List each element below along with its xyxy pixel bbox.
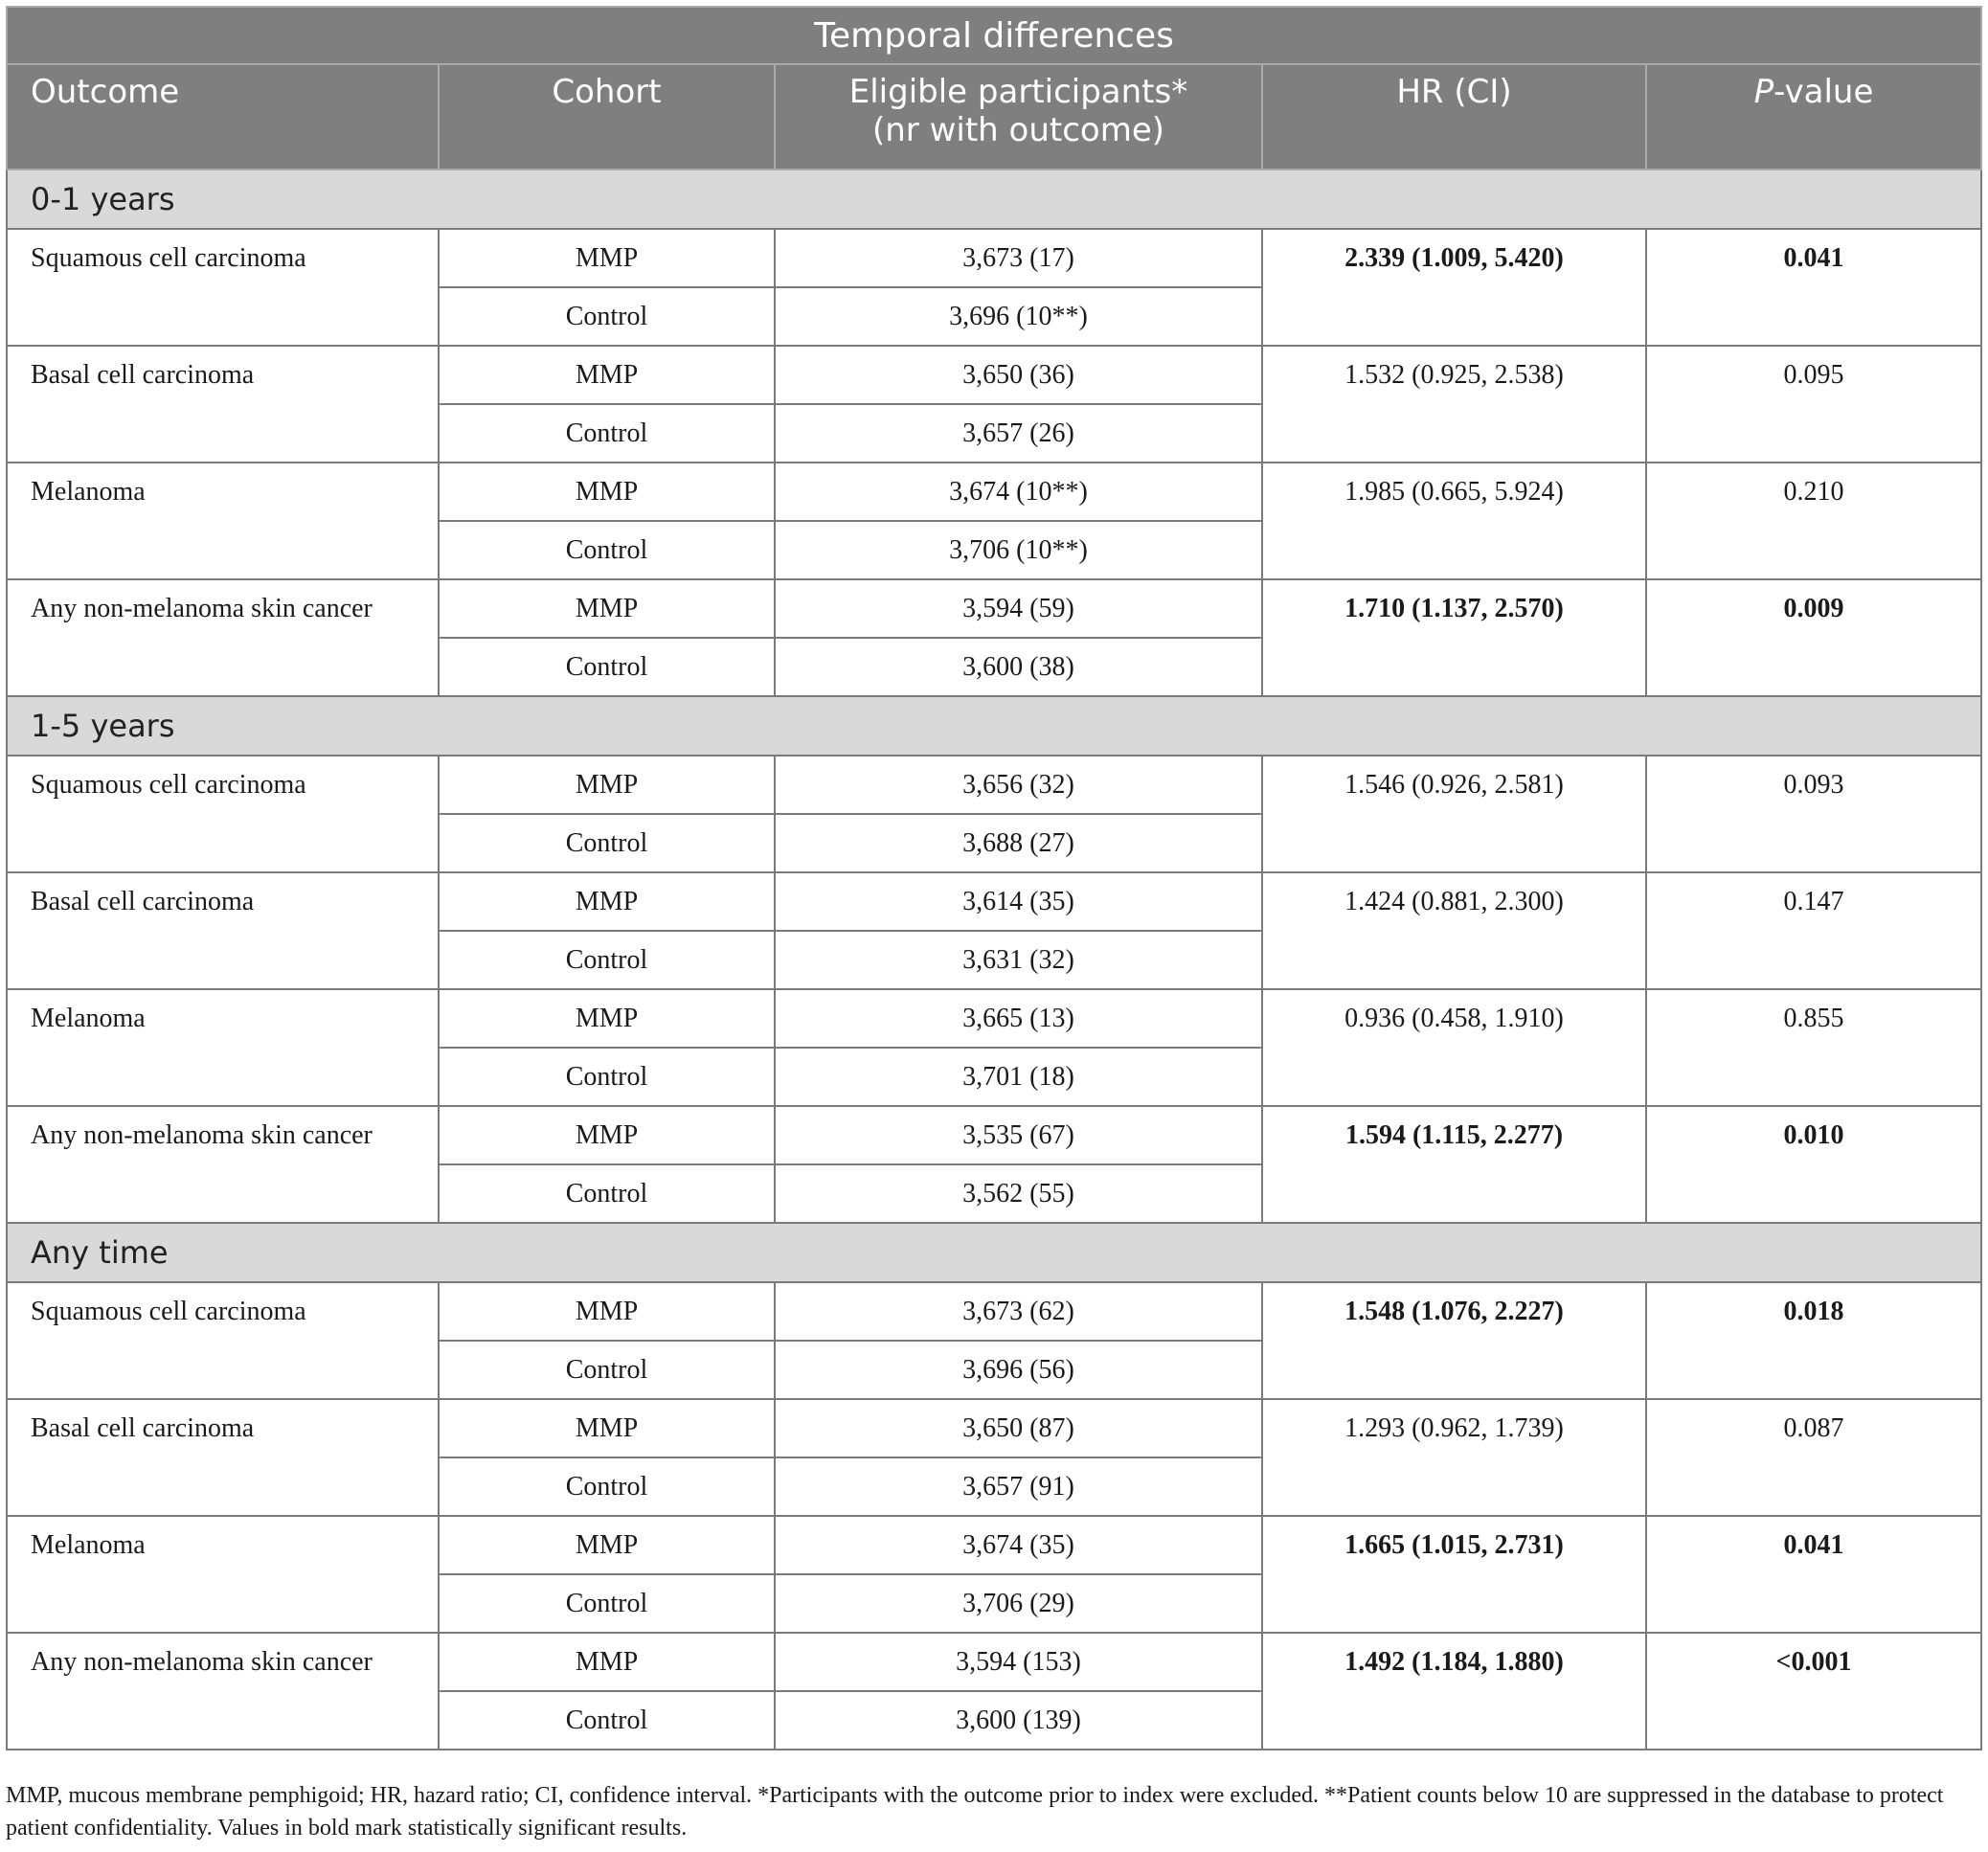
eligible-cell: 3,657 (26): [775, 404, 1262, 463]
hr-ci-cell: 1.546 (0.926, 2.581): [1262, 756, 1646, 872]
eligible-cell: 3,673 (62): [775, 1282, 1262, 1341]
hr-ci-cell: 1.985 (0.665, 5.924): [1262, 463, 1646, 579]
p-value-cell: 0.041: [1646, 229, 1981, 346]
outcome-cell: Squamous cell carcinoma: [7, 229, 439, 346]
cohort-cell: Control: [439, 1341, 775, 1399]
table-row: [7, 989, 1981, 1048]
cohort-cell: Control: [439, 931, 775, 989]
table-row: [7, 872, 1981, 931]
p-value-cell: 0.095: [1646, 346, 1981, 463]
header-p-prefix: P: [1753, 73, 1774, 111]
p-value-cell: 0.010: [1646, 1106, 1981, 1223]
hr-ci-cell: 1.548 (1.076, 2.227): [1262, 1282, 1646, 1399]
cohort-cell: Control: [439, 1574, 775, 1633]
table-row: [7, 346, 1981, 404]
cohort-cell: MMP: [439, 872, 775, 931]
cohort-cell: MMP: [439, 579, 775, 638]
outcome-cell: Basal cell carcinoma: [7, 346, 439, 463]
cohort-cell: MMP: [439, 989, 775, 1048]
p-value-cell: 0.009: [1646, 579, 1981, 696]
cohort-cell: MMP: [439, 1282, 775, 1341]
hr-ci-cell: 1.293 (0.962, 1.739): [1262, 1399, 1646, 1516]
eligible-cell: 3,594 (153): [775, 1633, 1262, 1691]
table-row: [7, 1282, 1981, 1341]
outcome-cell: Any non-melanoma skin cancer: [7, 579, 439, 696]
hr-ci-cell: 0.936 (0.458, 1.910): [1262, 989, 1646, 1106]
temporal-differences-table: [6, 6, 1982, 1750]
table-row: [7, 756, 1981, 814]
header-p-value: [1646, 64, 1981, 169]
section-header-row: [7, 696, 1981, 756]
p-value-cell: 0.018: [1646, 1282, 1981, 1399]
eligible-cell: 3,696 (10**): [775, 287, 1262, 346]
p-value-cell: 0.041: [1646, 1516, 1981, 1633]
section-label: 0-1 years: [7, 169, 1981, 229]
outcome-cell: Squamous cell carcinoma: [7, 1282, 439, 1399]
section-header-row: [7, 169, 1981, 229]
cohort-cell: Control: [439, 638, 775, 696]
eligible-cell: 3,696 (56): [775, 1341, 1262, 1399]
cohort-cell: Control: [439, 1048, 775, 1106]
p-value-cell: 0.087: [1646, 1399, 1981, 1516]
eligible-cell: 3,706 (10**): [775, 521, 1262, 579]
cohort-cell: Control: [439, 1164, 775, 1223]
cohort-cell: MMP: [439, 1106, 775, 1164]
eligible-cell: 3,600 (139): [775, 1691, 1262, 1750]
column-header-row: [7, 64, 1981, 169]
eligible-cell: 3,600 (38): [775, 638, 1262, 696]
p-value-cell: 0.210: [1646, 463, 1981, 579]
cohort-cell: MMP: [439, 1399, 775, 1457]
results-table-container: [6, 6, 1980, 1750]
hr-ci-cell: 1.665 (1.015, 2.731): [1262, 1516, 1646, 1633]
eligible-cell: 3,535 (67): [775, 1106, 1262, 1164]
eligible-cell: 3,706 (29): [775, 1574, 1262, 1633]
table-row: [7, 579, 1981, 638]
cohort-cell: MMP: [439, 1516, 775, 1574]
cohort-cell: MMP: [439, 463, 775, 521]
cohort-cell: Control: [439, 521, 775, 579]
hr-ci-cell: 1.532 (0.925, 2.538): [1262, 346, 1646, 463]
eligible-cell: 3,562 (55): [775, 1164, 1262, 1223]
hr-ci-cell: 2.339 (1.009, 5.420): [1262, 229, 1646, 346]
outcome-cell: Basal cell carcinoma: [7, 872, 439, 989]
table-row: [7, 1633, 1981, 1691]
eligible-cell: 3,650 (87): [775, 1399, 1262, 1457]
outcome-cell: Squamous cell carcinoma: [7, 756, 439, 872]
eligible-cell: 3,631 (32): [775, 931, 1262, 989]
outcome-cell: Any non-melanoma skin cancer: [7, 1106, 439, 1223]
header-eligible: [775, 64, 1262, 169]
cohort-cell: MMP: [439, 756, 775, 814]
outcome-cell: Melanoma: [7, 989, 439, 1106]
table-title: Temporal differences: [7, 7, 1981, 64]
eligible-cell: 3,614 (35): [775, 872, 1262, 931]
hr-ci-cell: 1.710 (1.137, 2.570): [1262, 579, 1646, 696]
header-eligible-line1: Eligible participants*: [848, 73, 1188, 111]
section-label: Any time: [7, 1223, 1981, 1282]
hr-ci-cell: 1.424 (0.881, 2.300): [1262, 872, 1646, 989]
cohort-cell: Control: [439, 404, 775, 463]
cohort-cell: MMP: [439, 229, 775, 287]
outcome-cell: Basal cell carcinoma: [7, 1399, 439, 1516]
section-label: 1-5 years: [7, 696, 1981, 756]
eligible-cell: 3,657 (91): [775, 1457, 1262, 1516]
cohort-cell: Control: [439, 814, 775, 872]
cohort-cell: MMP: [439, 346, 775, 404]
header-cohort: Cohort: [439, 64, 775, 169]
hr-ci-cell: 1.492 (1.184, 1.880): [1262, 1633, 1646, 1750]
table-row: [7, 229, 1981, 287]
header-hr: HR (CI): [1262, 64, 1646, 169]
table-body: [7, 169, 1981, 1750]
outcome-cell: Melanoma: [7, 463, 439, 579]
table-row: [7, 1516, 1981, 1574]
p-value-cell: 0.147: [1646, 872, 1981, 989]
outcome-cell: Any non-melanoma skin cancer: [7, 1633, 439, 1750]
header-p-suffix: -value: [1773, 73, 1874, 111]
table-row: [7, 463, 1981, 521]
cohort-cell: Control: [439, 1457, 775, 1516]
table-row: [7, 1399, 1981, 1457]
cohort-cell: Control: [439, 287, 775, 346]
eligible-cell: 3,650 (36): [775, 346, 1262, 404]
p-value-cell: 0.093: [1646, 756, 1981, 872]
eligible-cell: 3,665 (13): [775, 989, 1262, 1048]
header-eligible-line2: (nr with outcome): [871, 111, 1165, 149]
section-header-row: [7, 1223, 1981, 1282]
header-outcome: Outcome: [7, 64, 439, 169]
eligible-cell: 3,673 (17): [775, 229, 1262, 287]
eligible-cell: 3,701 (18): [775, 1048, 1262, 1106]
eligible-cell: 3,674 (10**): [775, 463, 1262, 521]
p-value-cell: 0.855: [1646, 989, 1981, 1106]
p-value-cell: <0.001: [1646, 1633, 1981, 1750]
hr-ci-cell: 1.594 (1.115, 2.277): [1262, 1106, 1646, 1223]
table-footnote: MMP, mucous membrane pemphigoid; HR, hazard ratio; CI, confidence interval. *Participants with the outcome prior to index were excluded. **Patient counts below 10 are suppressed in the database to protect patient confidentiality. Values in bold mark statistically significant results.: [6, 1783, 1944, 1841]
cohort-cell: MMP: [439, 1633, 775, 1691]
eligible-cell: 3,594 (59): [775, 579, 1262, 638]
outcome-cell: Melanoma: [7, 1516, 439, 1633]
cohort-cell: Control: [439, 1691, 775, 1750]
table-row: [7, 1106, 1981, 1164]
eligible-cell: 3,674 (35): [775, 1516, 1262, 1574]
table-title-row: [7, 7, 1981, 64]
eligible-cell: 3,688 (27): [775, 814, 1262, 872]
eligible-cell: 3,656 (32): [775, 756, 1262, 814]
